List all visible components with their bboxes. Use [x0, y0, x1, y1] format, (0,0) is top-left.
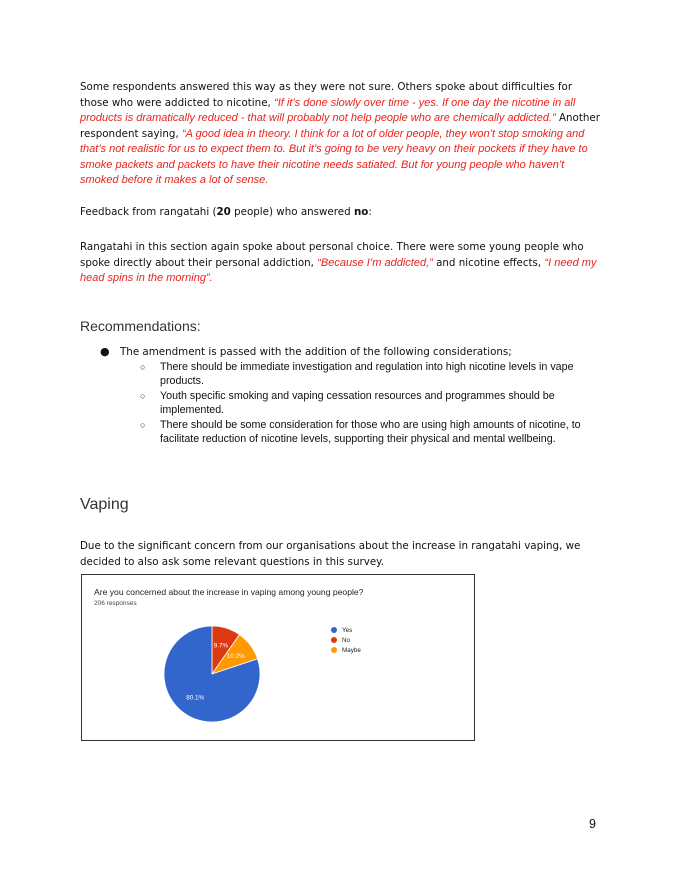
list-item-text: Youth specific smoking and vaping cessation resources and programmes should be implemented.	[160, 389, 555, 416]
pie-chart	[82, 575, 476, 742]
respondent-quote: “A good idea in theory. I think for a lot of older people, they won’t stop smoking and that’s not realistic for us to expect them to. But it’s going to be very heavy on their pockets if they have to smoke packets and packets to have their nicotine needs satiated. But for young people who haven’t smoked before it makes a lot of sense.	[80, 127, 588, 186]
circle-bullet-icon: ○	[140, 419, 146, 430]
feedback-line	[80, 205, 600, 221]
vaping-intro: Due to the significant concern from our organisations about the increase in rangatahi vaping, we decided to also ask some relevant questions in this survey.	[80, 540, 581, 568]
feedback-text: Feedback from rangatahi (	[80, 206, 217, 218]
paragraph-unsure-respondents	[80, 80, 600, 189]
list-item-text: There should be some consideration for those who are using high amounts of nicotine, to facilitate reduction of nicotine levels, supporting their physical and mental wellbeing.	[160, 418, 581, 445]
respondent-quote: “If it’s done slowly over time - yes. If one day the nicotine in all products is dramatically reduced - that will probably not help people who are chemically addicted.”	[80, 96, 576, 124]
circle-bullet-icon: ○	[140, 390, 146, 401]
feedback-text: people) who answered	[230, 206, 354, 218]
paragraph-personal-choice	[80, 240, 600, 287]
slice-label-yes: 80.1%	[186, 694, 205, 702]
para-text: and nicotine effects,	[432, 256, 545, 269]
legend-item-maybe	[331, 645, 361, 655]
feedback-answer: no	[353, 206, 369, 218]
legend-label: No	[342, 636, 351, 644]
recommendations-heading: Recommendations:	[80, 318, 201, 334]
chart-title: Are you concerned about the increase in vaping among young people?	[94, 587, 364, 597]
legend-swatch-icon	[331, 627, 337, 633]
feedback-text: :	[368, 206, 372, 218]
para-text: Rangatahi in this section again spoke about personal choice. There were some young people who spoke directly about their personal addiction,	[80, 241, 584, 269]
legend-label: Maybe	[342, 646, 361, 654]
legend-item-yes	[331, 625, 361, 635]
list-item	[100, 360, 600, 389]
para-text: Another respondent saying,	[80, 112, 600, 140]
list-item	[100, 418, 600, 447]
chart-subtitle: 206 responses	[94, 600, 137, 607]
legend-swatch-icon	[331, 637, 337, 643]
list-item-text: The amendment is passed with the addition of the following considerations;	[120, 346, 512, 358]
legend-label: Yes	[342, 626, 353, 634]
recommendations-list	[100, 345, 600, 447]
page-number: 9	[589, 817, 596, 831]
list-item-text: There should be immediate investigation and regulation into high nicotine levels in vape products.	[160, 360, 574, 387]
slice-label-no: 9.7%	[213, 642, 229, 650]
slice-label-maybe: 10.2%	[226, 653, 245, 661]
para-text: Some respondents answered this way as they were not sure. Others spoke about difficulties for those who were addicted to nicotine,	[80, 81, 573, 109]
respondent-quote: “Because I’m addicted,”	[317, 256, 433, 269]
list-item	[100, 345, 600, 360]
legend-item-no	[331, 635, 361, 645]
feedback-count: 20	[216, 206, 231, 218]
survey-chart	[81, 574, 475, 741]
bullet-icon: ●	[100, 345, 110, 358]
vaping-heading: Vaping	[80, 496, 129, 513]
legend-swatch-icon	[331, 647, 337, 653]
chart-legend	[331, 625, 361, 655]
respondent-quote: “I need my head spins in the morning”.	[80, 256, 597, 284]
circle-bullet-icon: ○	[140, 361, 146, 372]
list-item	[100, 389, 600, 418]
